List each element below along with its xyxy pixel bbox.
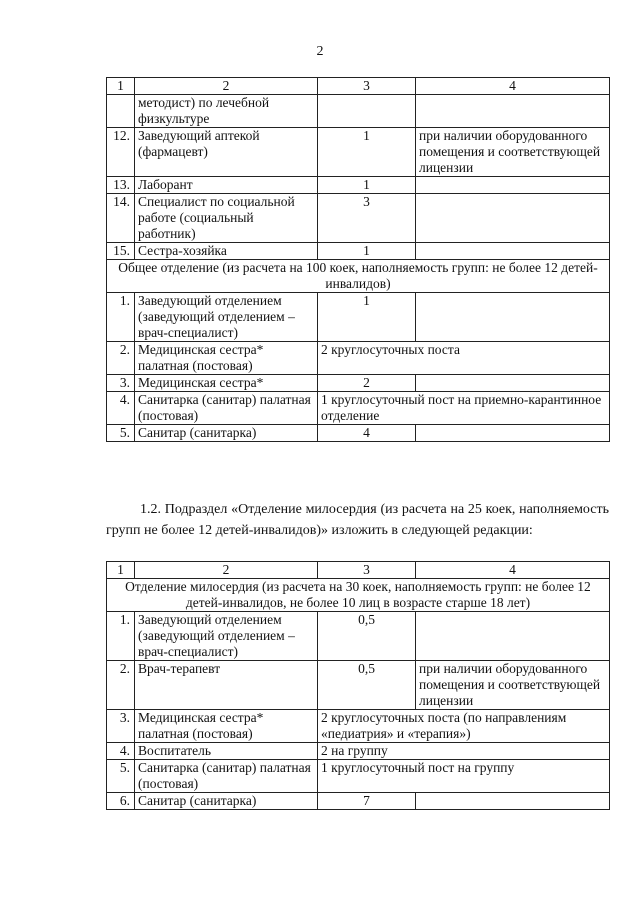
header-cell: 3 [318, 562, 416, 579]
position-name: Лаборант [135, 177, 318, 194]
table-row [107, 177, 610, 194]
table-row [107, 243, 610, 260]
position-note [416, 425, 610, 442]
position-note [416, 612, 610, 661]
row-number: 4. [107, 743, 135, 760]
position-note [416, 293, 610, 342]
position-quantity: 0,5 [318, 612, 416, 661]
table-row [107, 293, 610, 342]
position-name: Санитар (санитарка) [135, 793, 318, 810]
position-note: при наличии оборудованного помещения и соответствующей лицензии [416, 661, 610, 710]
position-quantity-note: 1 круглосуточный пост на приемно-карантинное отделение [318, 392, 610, 425]
table-row [107, 793, 610, 810]
row-number: 1. [107, 612, 135, 661]
table-header-row [107, 562, 610, 579]
staff-table-1 [106, 77, 610, 442]
position-name: Санитарка (санитар) палатная (постовая) [135, 392, 318, 425]
row-number: 13. [107, 177, 135, 194]
header-cell: 3 [318, 78, 416, 95]
table-header-row [107, 78, 610, 95]
header-cell: 1 [107, 562, 135, 579]
amendment-paragraph: 1.2. Подраздел «Отделение милосердия (из расчета на 25 коек, наполняемость групп не более 12 детей-инвалидов)» изложить в следующей редакции: [106, 502, 609, 538]
header-cell: 2 [135, 562, 318, 579]
header-cell: 4 [416, 78, 610, 95]
table-row [107, 342, 610, 375]
section-row [107, 260, 610, 293]
position-name: Заведующий отделением (заведующий отделением – врач-специалист) [135, 612, 318, 661]
position-quantity: 3 [318, 194, 416, 243]
position-quantity: 1 [318, 128, 416, 177]
position-quantity: 0,5 [318, 661, 416, 710]
position-quantity [318, 95, 416, 128]
table-row [107, 194, 610, 243]
position-name: Медицинская сестра* палатная (постовая) [135, 710, 318, 743]
position-name: Медицинская сестра* палатная (постовая) [135, 342, 318, 375]
section-title: Общее отделение (из расчета на 100 коек, наполняемость групп: не более 12 детей-инвалидов) [107, 260, 610, 293]
position-quantity-note: 2 круглосуточных поста (по направлениям «педиатрия» и «терапия») [318, 710, 610, 743]
position-quantity: 2 [318, 375, 416, 392]
page-number: 2 [316, 44, 324, 59]
position-quantity: 7 [318, 793, 416, 810]
row-number: 4. [107, 392, 135, 425]
position-name: Врач-терапевт [135, 661, 318, 710]
position-name: методист) по лечебной физкультуре [135, 95, 318, 128]
table-row [107, 392, 610, 425]
position-note [416, 375, 610, 392]
table-row [107, 375, 610, 392]
position-quantity-note: 2 круглосуточных поста [318, 342, 610, 375]
position-name: Санитарка (санитар) палатная (постовая) [135, 760, 318, 793]
position-note [416, 194, 610, 243]
table-row [107, 612, 610, 661]
position-name: Специалист по социальной работе (социальный работник) [135, 194, 318, 243]
row-number [107, 95, 135, 128]
table-row [107, 661, 610, 710]
position-note [416, 243, 610, 260]
section-title: Отделение милосердия (из расчета на 30 коек, наполняемость групп: не более 12 детей-инвалидов, не более 10 лиц в возрасте старше 18 лет) [107, 579, 610, 612]
table-row [107, 710, 610, 743]
row-number: 3. [107, 375, 135, 392]
position-quantity: 1 [318, 243, 416, 260]
position-name: Воспитатель [135, 743, 318, 760]
position-note [416, 95, 610, 128]
row-number: 1. [107, 293, 135, 342]
position-note: при наличии оборудованного помещения и соответствующей лицензии [416, 128, 610, 177]
staff-table-2 [106, 561, 610, 810]
table-row [107, 743, 610, 760]
row-number: 15. [107, 243, 135, 260]
row-number: 2. [107, 661, 135, 710]
row-number: 5. [107, 760, 135, 793]
position-quantity-note: 1 круглосуточный пост на группу [318, 760, 610, 793]
header-cell: 4 [416, 562, 610, 579]
row-number: 14. [107, 194, 135, 243]
position-note [416, 793, 610, 810]
position-note [416, 177, 610, 194]
row-number: 5. [107, 425, 135, 442]
position-name: Санитар (санитарка) [135, 425, 318, 442]
row-number: 3. [107, 710, 135, 743]
table-row [107, 425, 610, 442]
position-quantity: 1 [318, 177, 416, 194]
table-row [107, 128, 610, 177]
position-name: Медицинская сестра* [135, 375, 318, 392]
position-quantity: 1 [318, 293, 416, 342]
row-number: 12. [107, 128, 135, 177]
row-number: 6. [107, 793, 135, 810]
row-number: 2. [107, 342, 135, 375]
header-cell: 2 [135, 78, 318, 95]
position-quantity: 4 [318, 425, 416, 442]
table-row [107, 95, 610, 128]
table-row [107, 760, 610, 793]
position-name: Сестра-хозяйка [135, 243, 318, 260]
header-cell: 1 [107, 78, 135, 95]
position-name: Заведующий отделением (заведующий отделением – врач-специалист) [135, 293, 318, 342]
position-quantity-note: 2 на группу [318, 743, 610, 760]
position-name: Заведующий аптекой (фармацевт) [135, 128, 318, 177]
section-row [107, 579, 610, 612]
